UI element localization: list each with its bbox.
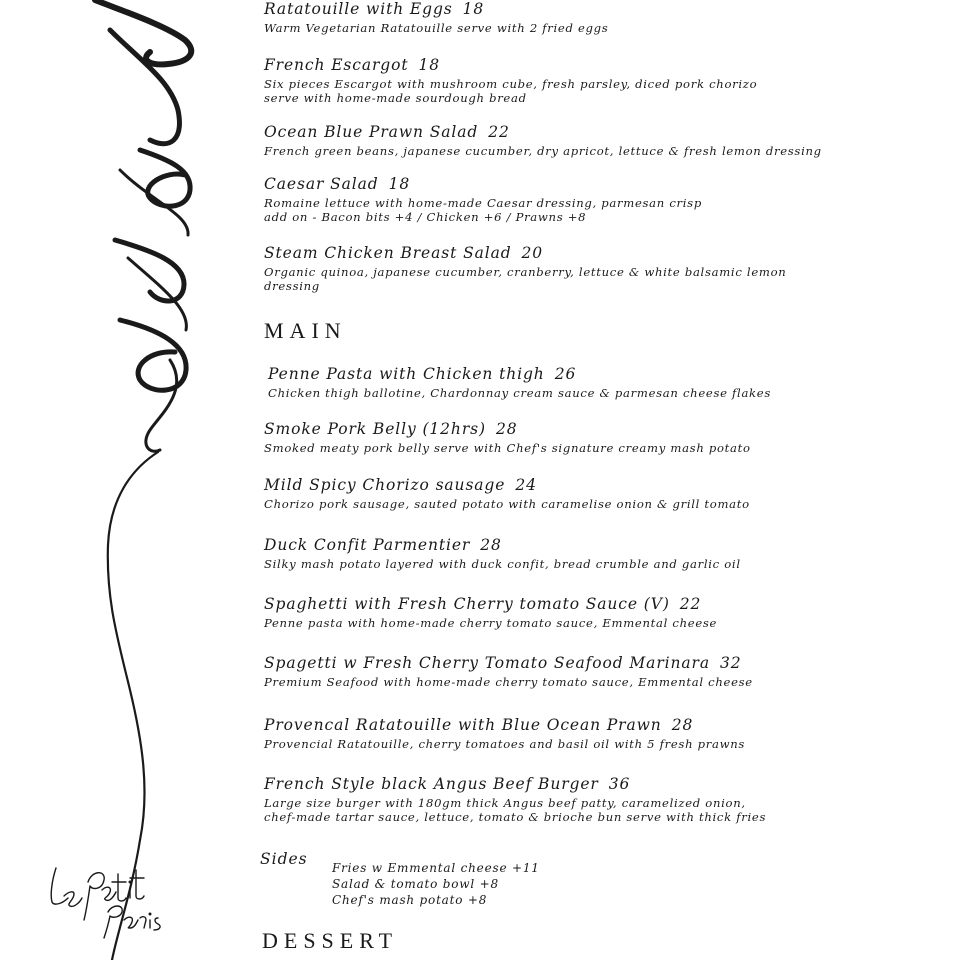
item-price: 22: [679, 595, 702, 613]
menu-item: [264, 123, 954, 158]
item-price: 18: [418, 56, 441, 74]
item-name-line: [268, 365, 958, 384]
item-description: Six pieces Escargot with mushroom cube, fresh parsley, diced pork chorizo: [264, 77, 758, 91]
side-item: Fries w Emmental cheese +11: [332, 861, 540, 875]
item-description: Provencial Ratatouille, cherry tomatoes and basil oil with 5 fresh prawns: [264, 737, 746, 751]
item-name: French Style black Angus Beef Burger: [264, 775, 599, 793]
menu-item: [264, 175, 954, 224]
item-name: Spaghetti with Fresh Cherry tomato Sauce (V): [264, 595, 670, 613]
side-item: Chef's mash potato +8: [332, 893, 488, 907]
item-description: French green beans, japanese cucumber, dry apricot, lettuce & fresh lemon dressing: [264, 144, 822, 158]
menu-item: [264, 775, 954, 824]
item-name-line: [264, 775, 954, 794]
item-name: Mild Spicy Chorizo sausage: [264, 476, 506, 494]
menu-item: [264, 536, 954, 571]
item-name: Ocean Blue Prawn Salad: [264, 123, 479, 141]
le-petit-paris-signature: [40, 860, 180, 940]
section-title-dessert: DESSERT: [262, 928, 399, 953]
item-description: Warm Vegetarian Ratatouille serve with 2 fried eggs: [264, 21, 609, 35]
item-description: chef-made tartar sauce, lettuce, tomato & brioche bun serve with thick fries: [264, 810, 767, 824]
menu-item: [268, 365, 958, 400]
item-description: add on - Bacon bits +4 / Chicken +6 / Prawns +8: [264, 210, 587, 224]
menu-item: [264, 0, 954, 35]
item-description: Premium Seafood with home-made cherry tomato sauce, Emmental cheese: [264, 675, 753, 689]
item-name: Duck Confit Parmentier: [264, 536, 471, 554]
menu-item: [264, 654, 954, 689]
item-description: Chorizo pork sausage, sauted potato with caramelise onion & grill tomato: [264, 497, 750, 511]
sides-label: Sides: [260, 850, 308, 868]
sides-list: [332, 860, 540, 908]
menu-item: [264, 420, 954, 455]
item-price: 28: [495, 420, 518, 438]
item-price: 20: [521, 244, 544, 262]
menu-item: [264, 244, 954, 293]
item-price: 24: [515, 476, 537, 494]
item-name: French Escargot: [264, 56, 409, 74]
item-description: Romaine lettuce with home-made Caesar dressing, parmesan crisp: [264, 196, 702, 210]
menu-item: [264, 476, 954, 511]
item-name-line: [264, 0, 954, 19]
item-name-line: [264, 56, 954, 75]
item-name-line: [264, 716, 954, 735]
item-name: Smoke Pork Belly (12hrs): [264, 420, 486, 438]
section-title-main: MAIN: [264, 318, 347, 343]
menu-script-flourish: [0, 0, 250, 960]
brand-logo: [40, 860, 180, 940]
item-name: Spagetti w Fresh Cherry Tomato Seafood Marinara: [264, 654, 710, 672]
item-name-line: [264, 244, 954, 263]
item-description: Large size burger with 180gm thick Angus beef patty, caramelized onion,: [264, 796, 746, 810]
item-price: 18: [462, 0, 485, 18]
item-description: Smoked meaty pork belly serve with Chef's signature creamy mash potato: [264, 441, 751, 455]
item-description: Organic quinoa, japanese cucumber, cranberry, lettuce & white balsamic lemon: [264, 265, 787, 279]
item-price: 28: [480, 536, 502, 554]
menu-item: [264, 716, 954, 751]
item-price: 36: [608, 775, 631, 793]
item-name-line: [264, 654, 954, 673]
item-description: Chicken thigh ballotine, Chardonnay cream sauce & parmesan cheese flakes: [268, 386, 771, 400]
menu-item: [264, 595, 954, 630]
item-name-line: [264, 536, 954, 555]
item-name: Steam Chicken Breast Salad: [264, 244, 512, 262]
side-item: Salad & tomato bowl +8: [332, 877, 499, 891]
item-description: Silky mash potato layered with duck confit, bread crumble and garlic oil: [264, 557, 741, 571]
item-name-line: [264, 123, 954, 142]
item-price: 32: [719, 654, 742, 672]
item-description: Penne pasta with home-made cherry tomato sauce, Emmental cheese: [264, 616, 718, 630]
item-name: Caesar Salad: [264, 175, 379, 193]
item-price: 18: [388, 175, 411, 193]
item-price: 22: [488, 123, 510, 141]
item-price: 26: [554, 365, 577, 383]
menu-item: [264, 56, 954, 105]
item-name-line: [264, 420, 954, 439]
item-name: Provencal Ratatouille with Blue Ocean Prawn: [264, 716, 662, 734]
item-description: dressing: [264, 279, 320, 293]
item-description: serve with home-made sourdough bread: [264, 91, 527, 105]
item-name: Ratatouille with Eggs: [264, 0, 453, 18]
item-name: Penne Pasta with Chicken thigh: [268, 365, 545, 383]
item-name-line: [264, 476, 954, 495]
item-name-line: [264, 595, 954, 614]
item-name-line: [264, 175, 954, 194]
item-price: 28: [671, 716, 694, 734]
